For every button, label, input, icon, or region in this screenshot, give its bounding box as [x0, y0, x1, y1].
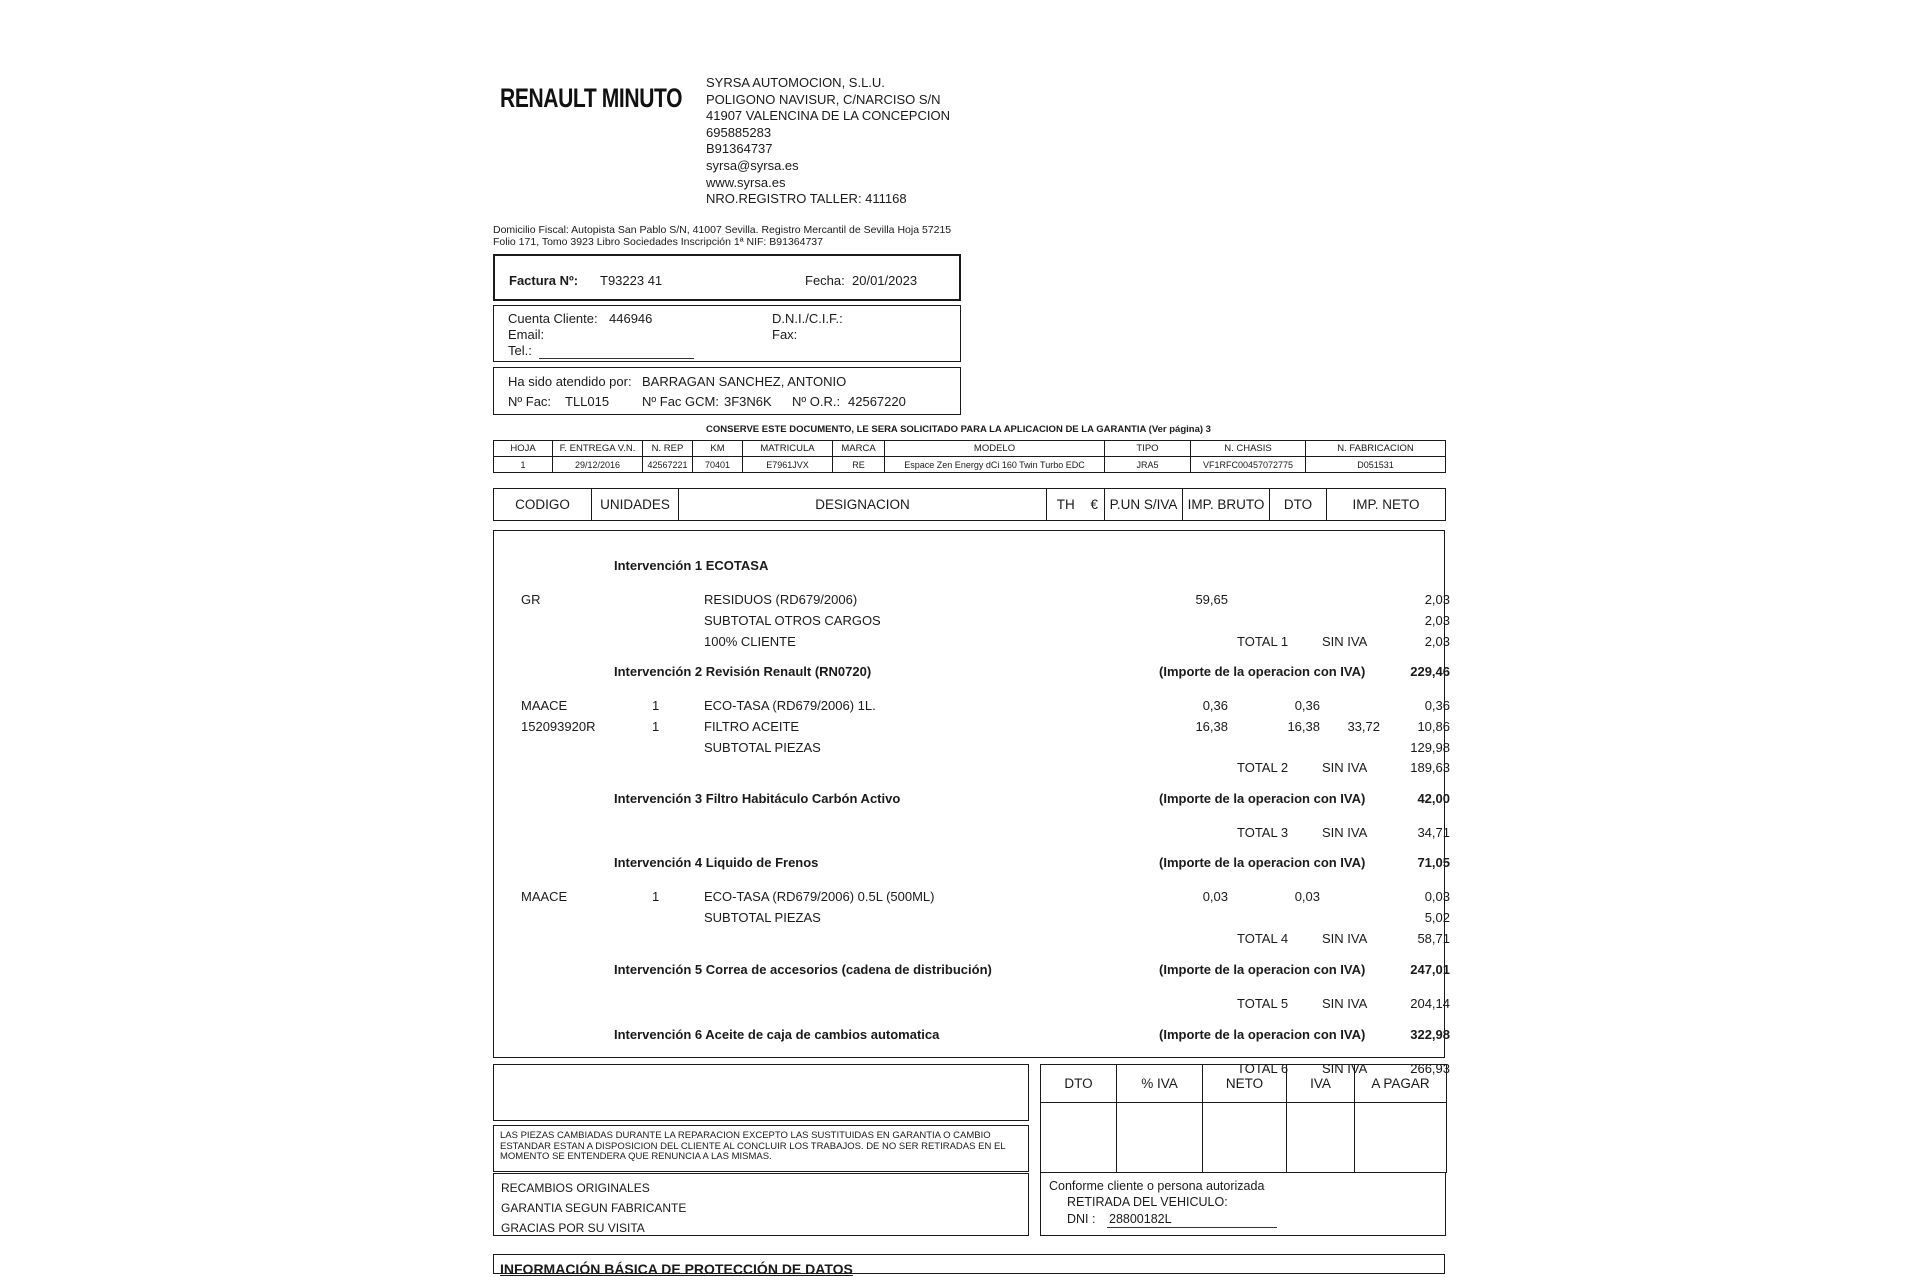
line-unit-price: 0,36	[1202, 698, 1228, 713]
totals-table	[1040, 1064, 1447, 1173]
line-discount: 33,72	[1347, 719, 1380, 734]
gcm-value: 3F3N6K	[724, 394, 772, 409]
line-net: 5,02	[1424, 910, 1450, 925]
total-neto-cell	[1203, 1103, 1287, 1173]
vehicle-header-cell: MARCA	[833, 441, 885, 457]
line-gross: 0,03	[1294, 889, 1320, 904]
intervention-importe-label: (Importe de la operacion con IVA)	[1159, 664, 1366, 679]
dealer-line: SYRSA AUTOMOCION, S.L.U.	[706, 75, 885, 90]
footer-note: RECAMBIOS ORIGINALES	[501, 1181, 650, 1195]
vehicle-value-cell: 70401	[693, 457, 743, 473]
column-header-cell: P.UN S/IVA	[1105, 489, 1183, 521]
intervention-sin-iva: SIN IVA	[1322, 1061, 1368, 1076]
intervention-importe: 247,01	[1410, 962, 1450, 977]
intervention-total-value: 266,93	[1410, 1061, 1450, 1076]
account-number: 446946	[609, 311, 653, 326]
intervention-importe: 229,46	[1410, 664, 1450, 679]
vehicle-value-cell: RE	[833, 457, 885, 473]
dealer-line: B91364737	[706, 141, 773, 157]
line-code: 152093920R	[521, 719, 596, 734]
dni-underline	[1107, 1227, 1277, 1228]
tel-label: Tel.:	[508, 343, 532, 358]
line-description: 100% CLIENTE	[704, 634, 796, 649]
vehicle-header-row	[494, 441, 1446, 457]
intervention-total-value: 2,03	[1424, 634, 1450, 649]
intervention-sin-iva: SIN IVA	[1322, 996, 1368, 1011]
vehicle-values-row	[494, 457, 1446, 473]
intervention-importe: 71,05	[1417, 855, 1450, 870]
intervention-total-label: TOTAL 1	[1237, 634, 1289, 649]
conforme-box	[1040, 1172, 1446, 1236]
vehicle-header-cell: KM	[693, 441, 743, 457]
dealer-line: 695885283	[706, 124, 772, 140]
footer-note: GARANTIA SEGUN FABRICANTE	[501, 1201, 687, 1215]
intervention-title: Intervención 6 Aceite de caja de cambios automatica	[614, 1027, 940, 1042]
data-protection-title: INFORMACIÓN BÁSICA DE PROTECCIÓN DE DATOS	[500, 1261, 853, 1277]
legal-text: LAS PIEZAS CAMBIADAS DURANTE LA REPARACION EXCEPTO LAS SUSTITUIDAS EN GARANTIA O CAMBIO ESTANDAR ESTAN A DISPOSICION DEL CLIENTE AL CONCLUIR LOS TRABAJOS. DE NO SER RETIRADAS EN EL MOMENTO SE ENTENDERA QUE RENUNCIA A LAS MISMAS.	[500, 1130, 1006, 1162]
line-units: 1	[652, 719, 660, 734]
nfac-value: TLL015	[565, 394, 610, 409]
intervention-total-label: TOTAL 3	[1237, 825, 1289, 840]
footer-notes-box	[493, 1173, 1029, 1236]
vehicle-value-cell: JRA5	[1105, 457, 1191, 473]
total-dto-cell	[1041, 1103, 1117, 1173]
column-header-row	[494, 489, 1446, 521]
intervention-sin-iva: SIN IVA	[1322, 931, 1368, 946]
totals-header-cell: A PAGAR	[1355, 1065, 1447, 1103]
nfac-label: Nº Fac:	[508, 394, 552, 409]
vehicle-header-cell: TIPO	[1105, 441, 1191, 457]
dni-label: DNI :	[1067, 1212, 1096, 1226]
line-code: MAACE	[521, 698, 568, 713]
intervention-total-value: 204,14	[1410, 996, 1450, 1011]
column-header-cell: CODIGO	[494, 489, 592, 521]
intervention-total-label: TOTAL 4	[1237, 931, 1289, 946]
dealer-line: POLIGONO NAVISUR, C/NARCISO S/N	[706, 91, 941, 107]
totals-header-cell: DTO	[1041, 1065, 1117, 1103]
intervention-importe-label: (Importe de la operacion con IVA)	[1159, 791, 1366, 806]
invoice-label: Factura Nº:	[509, 273, 579, 288]
vehicle-value-cell: 29/12/2016	[553, 457, 643, 473]
vehicle-value-cell: E7961JVX	[743, 457, 833, 473]
or-value: 42567220	[848, 394, 906, 409]
line-code: MAACE	[521, 889, 568, 904]
line-gross: 16,38	[1287, 719, 1320, 734]
vehicle-value-cell: 1	[494, 457, 553, 473]
line-net: 2,03	[1424, 613, 1450, 628]
dealer-line: syrsa@syrsa.es	[706, 157, 799, 173]
column-header-cell: UNIDADES	[592, 489, 679, 521]
column-header-cell: IMP. NETO	[1327, 489, 1446, 521]
line-description: RESIDUOS (RD679/2006)	[704, 592, 858, 607]
footer-note: GRACIAS POR SU VISITA	[501, 1221, 645, 1235]
total-iva-cell	[1287, 1103, 1355, 1173]
intervention-sin-iva: SIN IVA	[1322, 825, 1368, 840]
dealer-address	[706, 75, 950, 208]
column-header-cell: IMP. BRUTO	[1183, 489, 1270, 521]
tel-underline	[539, 358, 694, 359]
conforme-line-2: RETIRADA DEL VEHICULO:	[1067, 1195, 1228, 1209]
vehicle-header-cell: N. REP	[643, 441, 693, 457]
vehicle-table	[493, 440, 1446, 473]
intervention-title: Intervención 1 ECOTASA	[614, 558, 769, 573]
notes-box	[493, 1064, 1029, 1121]
fiscal-line-1: Domicilio Fiscal: Autopista San Pablo S/N, 41007 Sevilla. Registro Mercantil de Sevilla Hoja 57215	[493, 224, 952, 236]
account-label: Cuenta Cliente:	[508, 311, 598, 326]
dealer-line: 41907 VALENCINA DE LA CONCEPCION	[706, 108, 950, 124]
vehicle-header-cell: F. ENTREGA V.N.	[553, 441, 643, 457]
dni-cif-label: D.N.I./C.I.F.:	[772, 311, 843, 326]
legal-box	[493, 1125, 1029, 1172]
attended-name: BARRAGAN SANCHEZ, ANTONIO	[642, 374, 847, 389]
total-iva-pct-cell	[1117, 1103, 1203, 1173]
line-description: FILTRO ACEITE	[704, 719, 800, 734]
attended-label: Ha sido atendido por:	[508, 374, 632, 389]
vehicle-value-cell: VF1RFC00457072775	[1191, 457, 1306, 473]
line-description: SUBTOTAL PIEZAS	[704, 910, 821, 925]
totals-header-row	[1041, 1065, 1447, 1103]
invoice-date-label: Fecha:	[805, 273, 845, 288]
line-units: 1	[652, 698, 660, 713]
intervention-total-value: 189,63	[1410, 760, 1450, 775]
intervention-total-label: TOTAL 5	[1237, 996, 1289, 1011]
or-label: Nº O.R.:	[792, 394, 841, 409]
invoice-date: 20/01/2023	[852, 273, 918, 288]
vehicle-header-cell: N. CHASIS	[1191, 441, 1306, 457]
dni-value: 28800182L	[1109, 1212, 1172, 1226]
intervention-title: Intervención 5 Correa de accesorios (cadena de distribución)	[614, 962, 992, 977]
line-net: 129,98	[1410, 740, 1450, 755]
intervention-title: Intervención 4 Liquido de Frenos	[614, 855, 819, 870]
column-header-cell: DTO	[1270, 489, 1327, 521]
intervention-importe-label: (Importe de la operacion con IVA)	[1159, 1027, 1366, 1042]
total-apagar-cell	[1355, 1103, 1447, 1173]
intervention-importe-label: (Importe de la operacion con IVA)	[1159, 962, 1366, 977]
vehicle-value-cell: Espace Zen Energy dCi 160 Twin Turbo EDC	[885, 457, 1105, 473]
invoice-number: T93223 41	[600, 273, 663, 288]
line-description: SUBTOTAL PIEZAS	[704, 740, 821, 755]
fax-label: Fax:	[772, 327, 798, 342]
conforme-line-1: Conforme cliente o persona autorizada	[1049, 1179, 1265, 1193]
line-net: 0,03	[1424, 889, 1450, 904]
intervention-importe: 42,00	[1417, 791, 1450, 806]
intervention-total-value: 58,71	[1417, 931, 1450, 946]
intervention-sin-iva: SIN IVA	[1322, 760, 1368, 775]
email-label: Email:	[508, 327, 545, 342]
client-box	[493, 305, 961, 362]
vehicle-header-cell: MATRICULA	[743, 441, 833, 457]
line-units: 1	[652, 889, 660, 904]
line-description: ECO-TASA (RD679/2006) 0.5L (500ML)	[704, 889, 935, 904]
vehicle-value-cell: D051531	[1306, 457, 1446, 473]
dealer-line: NRO.REGISTRO TALLER: 411168	[706, 191, 907, 207]
vehicle-header-cell: N. FABRICACION	[1306, 441, 1446, 457]
line-description: ECO-TASA (RD679/2006) 1L.	[704, 698, 876, 713]
totals-header-cell: NETO	[1203, 1065, 1287, 1103]
intervention-title: Intervención 2 Revisión Renault (RN0720)	[614, 664, 872, 679]
gcm-label: Nº Fac GCM:	[642, 394, 719, 409]
line-description: SUBTOTAL OTROS CARGOS	[704, 613, 881, 628]
vehicle-header-cell: MODELO	[885, 441, 1105, 457]
totals-header-cell: % IVA	[1117, 1065, 1203, 1103]
column-header-table	[493, 488, 1446, 521]
intervention-total-label: TOTAL 2	[1237, 760, 1289, 775]
line-unit-price: 16,38	[1195, 719, 1228, 734]
column-header-cell: €	[1085, 489, 1105, 521]
intervention-importe-label: (Importe de la operacion con IVA)	[1159, 855, 1366, 870]
conserve-notice: CONSERVE ESTE DOCUMENTO, LE SERA SOLICITADO PARA LA APLICACION DE LA GARANTIA (Ver página) 3	[706, 424, 1211, 435]
fiscal-line-2: Folio 171, Tomo 3923 Libro Sociedades Inscripción 1ª NIF: B91364737	[493, 236, 823, 248]
line-net: 0,36	[1424, 698, 1450, 713]
intervention-total-label: TOTAL 6	[1237, 1061, 1289, 1076]
vehicle-value-cell: 42567221	[643, 457, 693, 473]
column-header-cell: DESIGNACION	[679, 489, 1047, 521]
totals-values-row	[1041, 1103, 1447, 1173]
intervention-total-value: 34,71	[1417, 825, 1450, 840]
intervention-sin-iva: SIN IVA	[1322, 634, 1368, 649]
attended-box	[493, 367, 961, 415]
intervention-title: Intervención 3 Filtro Habitáculo Carbón Activo	[614, 791, 901, 806]
line-code: GR	[521, 592, 541, 607]
totals-header-cell: IVA	[1287, 1065, 1355, 1103]
vehicle-header-cell: HOJA	[494, 441, 553, 457]
line-net: 2,03	[1424, 592, 1450, 607]
dealer-line: www.syrsa.es	[706, 174, 786, 190]
invoice-box	[493, 254, 961, 301]
line-net: 10,86	[1417, 719, 1450, 734]
company-logo: RENAULT MINUTO	[500, 83, 683, 113]
fiscal-info	[493, 224, 951, 248]
line-unit-price: 59,65	[1195, 592, 1228, 607]
intervention-importe: 322,98	[1410, 1027, 1450, 1042]
line-unit-price: 0,03	[1202, 889, 1228, 904]
column-header-cell: TH	[1047, 489, 1085, 521]
line-gross: 0,36	[1294, 698, 1320, 713]
